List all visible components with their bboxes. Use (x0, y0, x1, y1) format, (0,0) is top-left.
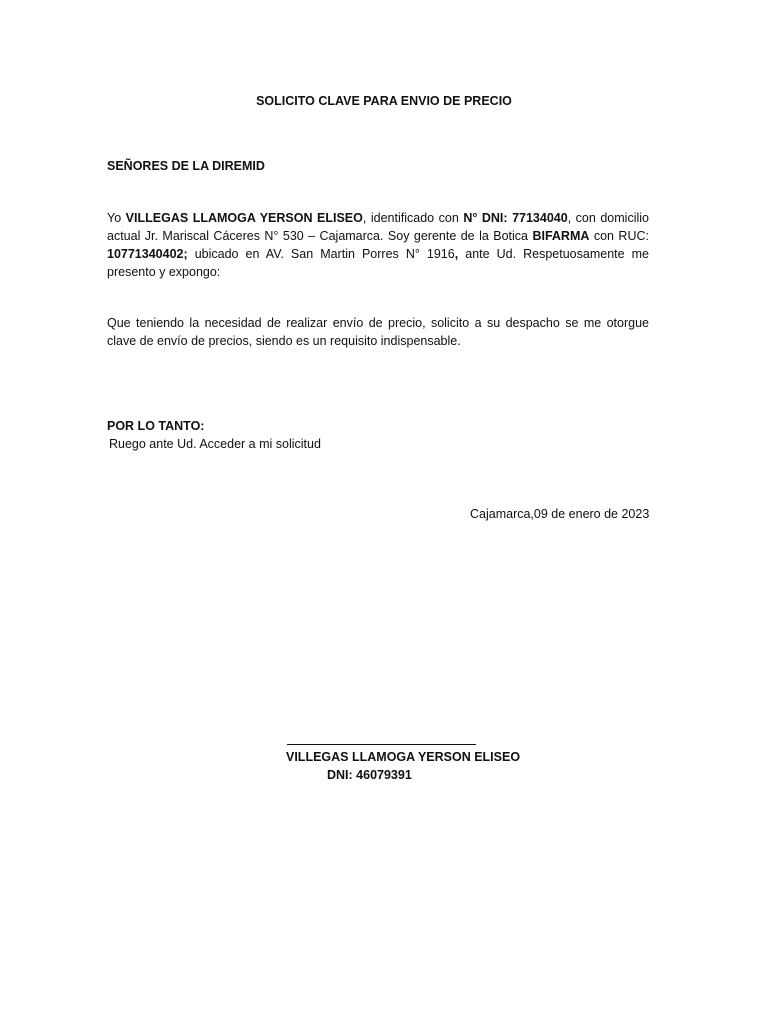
closing-label: POR LO TANTO: (107, 419, 205, 433)
intro-text-6: ante Ud. Respetuosamente me presento y expongo: (107, 247, 649, 279)
signature-name: VILLEGAS LLAMOGA YERSON ELISEO (286, 750, 521, 764)
intro-text-5: ubicado en AV. San Martin Porres N° 1916 (187, 247, 455, 261)
place-date: Cajamarca,09 de enero de 2023 (470, 507, 650, 521)
intro-text-2: , identificado con (362, 211, 464, 225)
pharmacy-name: BIFARMA (532, 229, 590, 243)
closing-request: Ruego ante Ud. Acceder a mi solicitud (109, 437, 321, 451)
applicant-name: VILLEGAS LLAMOGA YERSON ELISEO (125, 211, 363, 225)
intro-comma: , (454, 247, 459, 261)
ruc-number: 10771340402; (107, 247, 188, 261)
signature-line (287, 744, 476, 745)
document-title: SOLICITO CLAVE PARA ENVIO DE PRECIO (256, 94, 512, 108)
signature-dni: DNI: 46079391 (327, 768, 412, 782)
request-paragraph: Que teniendo la necesidad de realizar envío de precio, solicito a su despacho se me otorgue clave de envío de precios, siendo es un requisito indispensable. (107, 316, 649, 348)
addressee: SEÑORES DE LA DIREMID (107, 159, 265, 173)
applicant-dni: N° DNI: 77134040 (463, 211, 568, 225)
intro-text-3: , con domicilio actual Jr. Mariscal Cáceres N° 530 – Cajamarca. Soy gerente de la Botica (107, 211, 649, 243)
intro-text-1: Yo (107, 211, 126, 225)
intro-text-4: con RUC: (589, 229, 649, 243)
intro-paragraph (107, 209, 649, 281)
